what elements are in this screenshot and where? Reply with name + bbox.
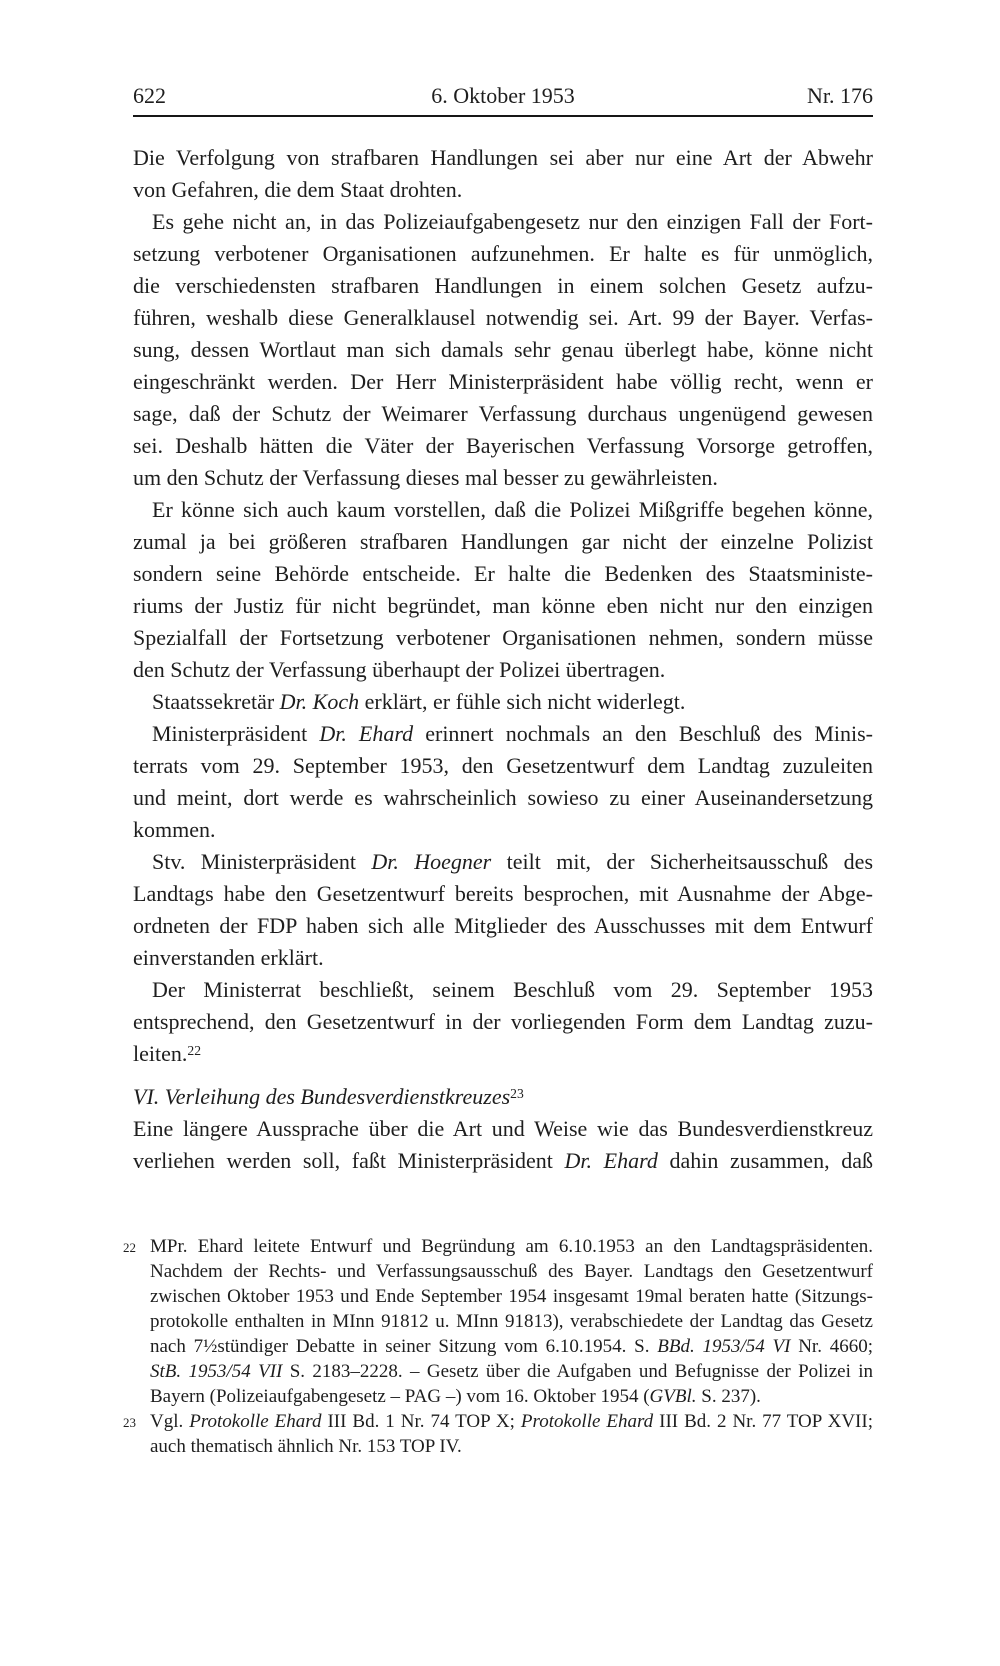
- text-line: [133, 654, 873, 686]
- text-run: Der Ministerrat beschließt, seinem Beschluß vom 29. September 1953: [152, 977, 873, 1002]
- text-line: [133, 750, 873, 782]
- body-paragraph: [133, 206, 873, 494]
- italic-text: BBd. 1953/54 VI: [657, 1336, 791, 1357]
- footnote-marker: 23: [123, 1415, 136, 1430]
- text-line: [133, 782, 873, 814]
- text-line: [133, 1113, 873, 1145]
- text-run: und meint, dort werde es wahrscheinlich sowieso zu einer Auseinandersetzung: [133, 785, 873, 810]
- text-line: [133, 1038, 873, 1070]
- italic-text: VI. Verleihung des Bundesverdienstkreuzes: [133, 1084, 511, 1109]
- text-run: terrats vom 29. September 1953, den Gesetzentwurf dem Landtag zuzuleiten: [133, 753, 873, 778]
- text-line: [133, 878, 873, 910]
- text-line: [133, 398, 873, 430]
- text-line: [150, 1359, 873, 1384]
- italic-text: Protokolle Ehard: [520, 1411, 654, 1432]
- text-line: [133, 302, 873, 334]
- text-run: MPr. Ehard leitete Entwurf und Begründung am 6.10.1953 an den Landtagspräsidenten.: [150, 1236, 873, 1257]
- text-line: [133, 590, 873, 622]
- text-run: teilt mit, der Sicherheitsausschuß des: [491, 849, 873, 874]
- text-run: Es gehe nicht an, in das Polizeiaufgabengesetz nur den einzigen Fall der Fort-: [152, 209, 873, 234]
- text-line: [133, 814, 873, 846]
- text-line: [133, 622, 873, 654]
- text-run: Nr. 4660;: [790, 1336, 873, 1357]
- text-line: [133, 238, 873, 270]
- text-run: erklärt, er fühle sich nicht widerlegt.: [359, 689, 686, 714]
- italic-text: Dr. Koch: [279, 689, 360, 714]
- text-line: [150, 1234, 873, 1259]
- text-line: [133, 974, 873, 1006]
- footnote: [123, 1409, 873, 1459]
- text-line: [150, 1409, 873, 1434]
- text-run: verliehen werden soll, faßt Ministerpräsident: [133, 1148, 565, 1173]
- text-line: [133, 942, 873, 974]
- text-line: [133, 846, 873, 878]
- italic-text: Dr. Ehard: [564, 1148, 658, 1173]
- italic-text: Dr. Ehard: [319, 721, 414, 746]
- page-number: 622: [133, 83, 166, 108]
- text-run: kommen.: [133, 817, 216, 842]
- text-line: [150, 1434, 873, 1459]
- body-paragraph: [133, 686, 873, 718]
- footnote: [123, 1234, 873, 1409]
- text-run: S. 2183–2228. – Gesetz über die Aufgaben und Befugnisse der Polizei in: [282, 1361, 873, 1382]
- text-run: um den Schutz der Verfassung dieses mal besser zu gewährleisten.: [133, 465, 718, 490]
- body-paragraph: [133, 718, 873, 846]
- body-paragraph: [133, 494, 873, 686]
- text-line: [133, 1081, 873, 1113]
- text-line: [150, 1384, 873, 1409]
- text-run: den Schutz der Verfassung überhaupt der Polizei übertragen.: [133, 657, 666, 682]
- text-run: zumal ja bei größeren strafbaren Handlungen gar nicht der einzelne Polizist: [133, 529, 873, 554]
- text-run: ordneten der FDP haben sich alle Mitglieder des Ausschusses mit dem Entwurf: [133, 913, 873, 938]
- text-run: protokolle enthalten in MInn 91812 u. MInn 91813), verabschiedete der Landtag das Gesetz: [150, 1311, 873, 1332]
- text-run: Bayern (Polizeiaufgabengesetz – PAG –) vom 16. Oktober 1954 (: [150, 1386, 650, 1407]
- text-run: Die Verfolgung von strafbaren Handlungen sei aber nur eine Art der Abwehr: [133, 145, 873, 170]
- header-date: 6. Oktober 1953: [431, 83, 575, 108]
- text-line: [133, 686, 873, 718]
- text-run: von Gefahren, die dem Staat drohten.: [133, 177, 463, 202]
- text-run: die verschiedensten strafbaren Handlungen in einem solchen Gesetz aufzu-: [133, 273, 873, 298]
- body-paragraph: [133, 142, 873, 206]
- text-line: [150, 1259, 873, 1284]
- text-run: zwischen Oktober 1953 und Ende September 1954 insgesamt 19mal beraten hatte (Sitzungs-: [150, 1286, 873, 1307]
- page-header: [133, 82, 873, 110]
- text-run: einverstanden erklärt.: [133, 945, 324, 970]
- text-run: S. 237).: [696, 1386, 761, 1407]
- text-run: III Bd. 2 Nr. 77 TOP XVII;: [653, 1411, 873, 1432]
- text-run: auch thematisch ähnlich Nr. 153 TOP IV.: [150, 1436, 462, 1457]
- text-run: setzung verbotener Organisationen aufzunehmen. Er halte es für unmöglich,: [133, 241, 873, 266]
- text-line: [133, 1145, 873, 1177]
- text-run: Vgl.: [150, 1411, 190, 1432]
- text-run: erinnert nochmals an den Beschluß des Minis-: [413, 721, 873, 746]
- italic-text: Dr. Hoegner: [371, 849, 492, 874]
- text-run: führen, weshalb diese Generalklausel notwendig sei. Art. 99 der Bayer. Verfas-: [133, 305, 873, 330]
- text-run: entsprechend, den Gesetzentwurf in der vorliegenden Form dem Landtag zuzu-: [133, 1009, 873, 1034]
- text-line: [133, 1006, 873, 1038]
- footnote-reference: 23: [510, 1085, 524, 1101]
- text-run: Stv. Ministerpräsident: [152, 849, 372, 874]
- text-run: nach 7½stündiger Debatte in seiner Sitzung vom 6.10.1954. S.: [150, 1336, 658, 1357]
- text-run: Nachdem der Rechts- und Verfassungsausschuß des Bayer. Landtags den Gesetzentwurf: [150, 1261, 873, 1282]
- header-rule: [133, 115, 873, 117]
- text-line: [150, 1309, 873, 1334]
- text-run: eingeschränkt werden. Der Herr Ministerpräsident habe völlig recht, wenn er: [133, 369, 873, 394]
- text-line: [133, 270, 873, 302]
- text-line: [133, 142, 873, 174]
- text-line: [133, 430, 873, 462]
- text-run: III Bd. 1 Nr. 74 TOP X;: [321, 1411, 521, 1432]
- text-line: [133, 366, 873, 398]
- text-run: Ministerpräsident: [152, 721, 320, 746]
- text-line: [133, 494, 873, 526]
- text-run: leiten.: [133, 1041, 188, 1066]
- text-run: Spezialfall der Fortsetzung verbotener Organisationen nehmen, sondern müsse: [133, 625, 873, 650]
- text-line: [150, 1284, 873, 1309]
- text-run: sage, daß der Schutz der Weimarer Verfassung durchaus ungenügend gewesen: [133, 401, 873, 426]
- text-run: Eine längere Aussprache über die Art und Weise wie das Bundesverdienstkreuz: [133, 1116, 873, 1141]
- text-run: riums der Justiz für nicht begründet, man könne eben nicht nur den einzigen: [133, 593, 873, 618]
- text-line: [133, 206, 873, 238]
- text-line: [133, 718, 873, 750]
- text-run: Er könne sich auch kaum vorstellen, daß die Polizei Mißgriffe begehen könne,: [152, 497, 873, 522]
- text-line: [133, 462, 873, 494]
- section-heading: [133, 1081, 873, 1113]
- text-line: [133, 526, 873, 558]
- italic-text: GVBl.: [649, 1386, 697, 1407]
- footnote-reference: 22: [187, 1042, 201, 1058]
- footnotes: [123, 1234, 873, 1459]
- text-line: [133, 558, 873, 590]
- body-paragraph: [133, 846, 873, 974]
- body-text: [133, 142, 873, 1177]
- text-run: sondern seine Behörde entscheide. Er halte die Bedenken des Staatsministe-: [133, 561, 873, 586]
- text-run: dahin zusammen, daß: [657, 1148, 873, 1173]
- text-run: Landtags habe den Gesetzentwurf bereits besprochen, mit Ausnahme der Abge-: [133, 881, 873, 906]
- text-line: [133, 334, 873, 366]
- text-run: Staatssekretär: [152, 689, 280, 714]
- text-run: sung, dessen Wortlaut man sich damals sehr genau überlegt habe, könne nicht: [133, 337, 873, 362]
- document-number: Nr. 176: [807, 83, 873, 108]
- body-paragraph: [133, 1113, 873, 1177]
- text-line: [133, 174, 873, 206]
- footnote-marker: 22: [123, 1240, 136, 1255]
- body-paragraph: [133, 974, 873, 1070]
- italic-text: Protokolle Ehard: [189, 1411, 322, 1432]
- text-line: [133, 910, 873, 942]
- text-line: [150, 1334, 873, 1359]
- text-run: sei. Deshalb hätten die Väter der Bayerischen Verfassung Vorsorge getroffen,: [133, 433, 873, 458]
- italic-text: StB. 1953/54 VII: [150, 1361, 283, 1382]
